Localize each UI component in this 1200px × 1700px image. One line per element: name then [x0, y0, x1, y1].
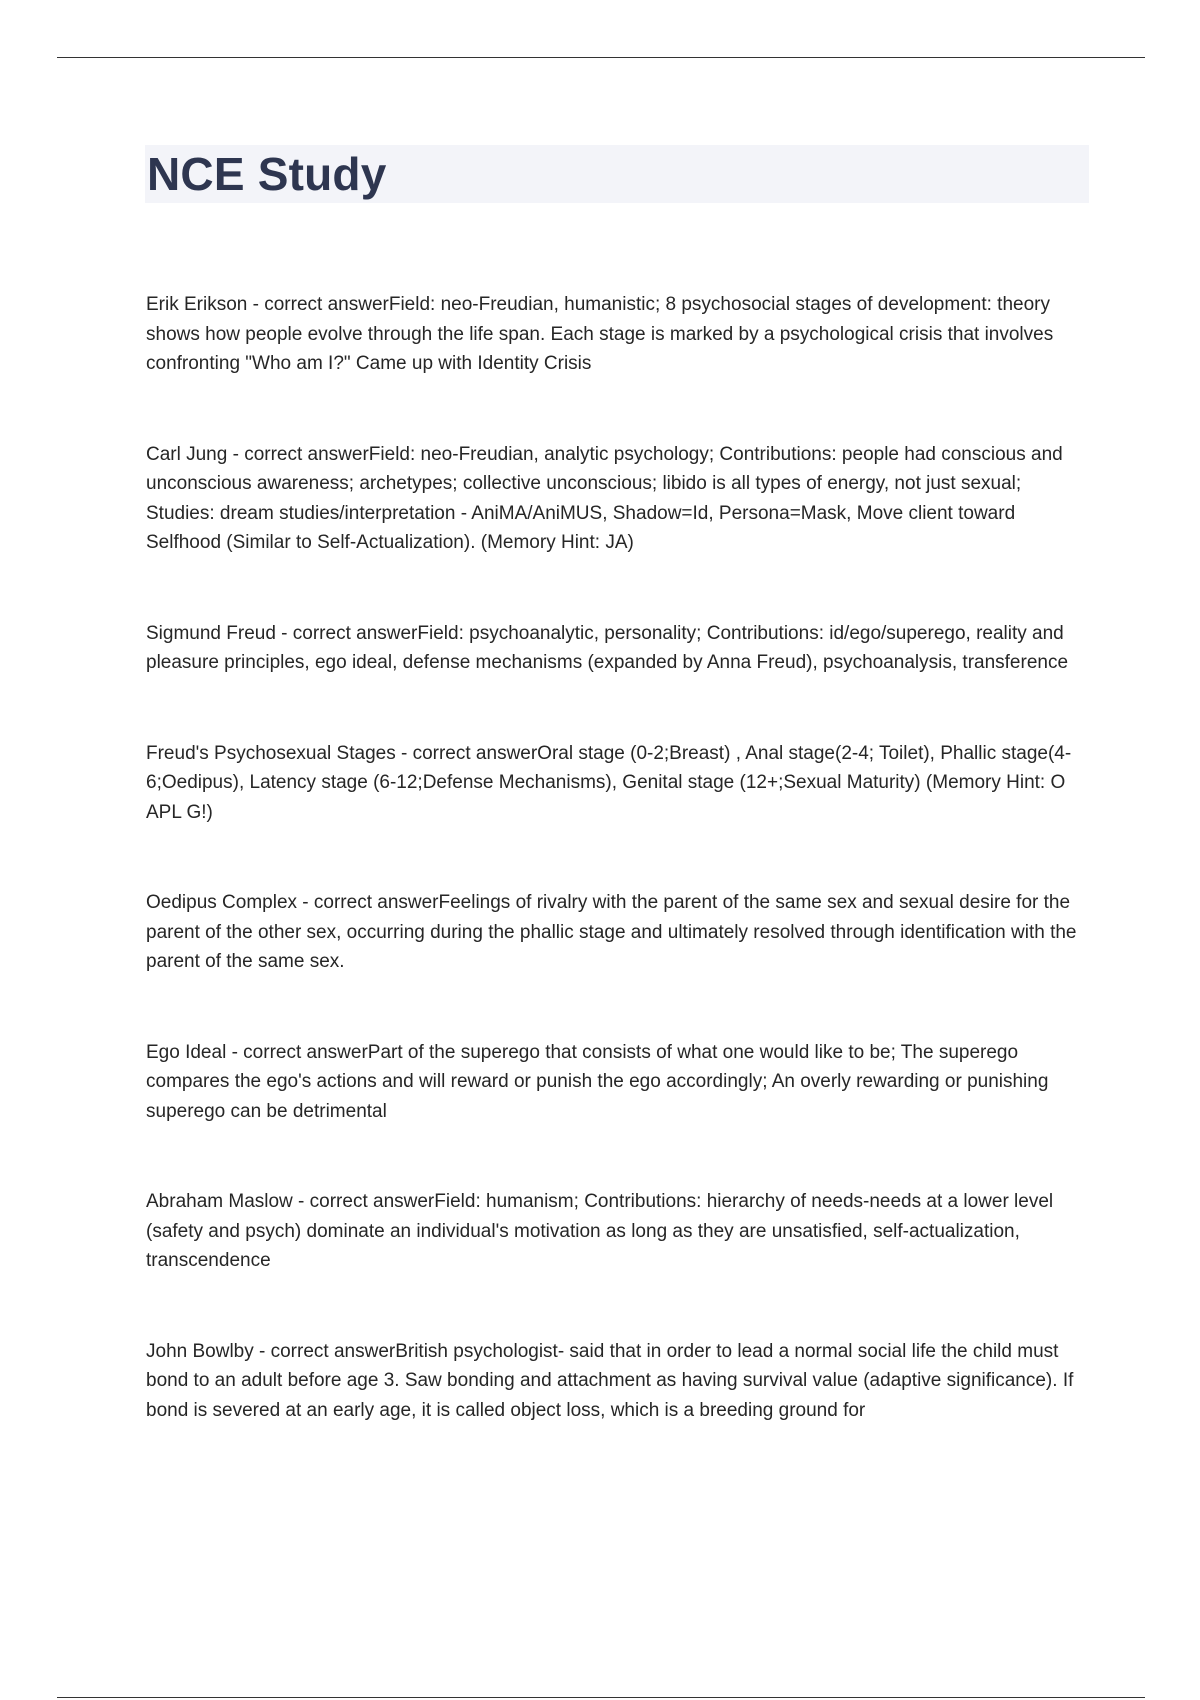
- entry-john-bowlby: John Bowlby - correct answerBritish psychologist- said that in order to lead a normal social life the child must bond to an adult before age 3. Saw bonding and attachment as having survival value (adaptive significance). If bond is severed at an early age, it is called object loss, which is a breeding ground for: [146, 1340, 1074, 1421]
- entry-psychosexual-stages: Freud's Psychosexual Stages - correct answerOral stage (0-2;Breast) , Anal stage(2-4; Toilet), Phallic stage(4-6;Oedipus), Latency stage (6-12;Defense Mechanisms), Genital stage (12+;Sexual Maturity) (Memory Hint: O APL G!): [146, 742, 1072, 823]
- page-title: NCE Study: [147, 148, 387, 200]
- entry-sigmund-freud: Sigmund Freud - correct answerField: psychoanalytic, personality; Contributions: id/ego/superego, reality and pleasure principles, ego ideal, defense mechanisms (expanded by Anna Freud), psychoanalysis, transference: [146, 622, 1069, 673]
- bottom-rule: [57, 1697, 1145, 1698]
- entry-abraham-maslow: Abraham Maslow - correct answerField: humanism; Contributions: hierarchy of needs-needs at a lower level (safety and psych) dominate an individual's motivation as long as they are unsatisfied, self-actualization, transcendence: [146, 1191, 1054, 1271]
- entry-erik-erikson: Erik Erikson - correct answerField: neo-Freudian, humanistic; 8 psychosocial stages of development: theory shows how people evolve through the life span. Each stage is marked by a psychological crisis that involves confronting "Who am I?" Came up with Identity Crisis: [146, 294, 1054, 374]
- entry-list: [146, 290, 1091, 1486]
- top-rule: [57, 57, 1145, 58]
- entry-carl-jung: Carl Jung - correct answerField: neo-Freudian, analytic psychology; Contributions: people had conscious and unconscious awareness; archetypes; collective unconscious; libido is all types of energy, not just sexual; Studies: dream studies/interpretation - AniMA/AniMUS, Shadow=Id, Persona=Mask, Move client toward Selfhood (Similar to Self-Actualization). (Memory Hint: JA): [146, 443, 1063, 553]
- entry-oedipus-complex: Oedipus Complex - correct answerFeelings of rivalry with the parent of the same sex and sexual desire for the parent of the other sex, occurring during the phallic stage and ultimately resolved through identification with the parent of the same sex.: [146, 892, 1077, 972]
- entry-ego-ideal: Ego Ideal - correct answerPart of the superego that consists of what one would like to be; The superego compares the ego's actions and will reward or punish the ego accordingly; An overly rewarding or punishing superego can be detrimental: [146, 1041, 1049, 1122]
